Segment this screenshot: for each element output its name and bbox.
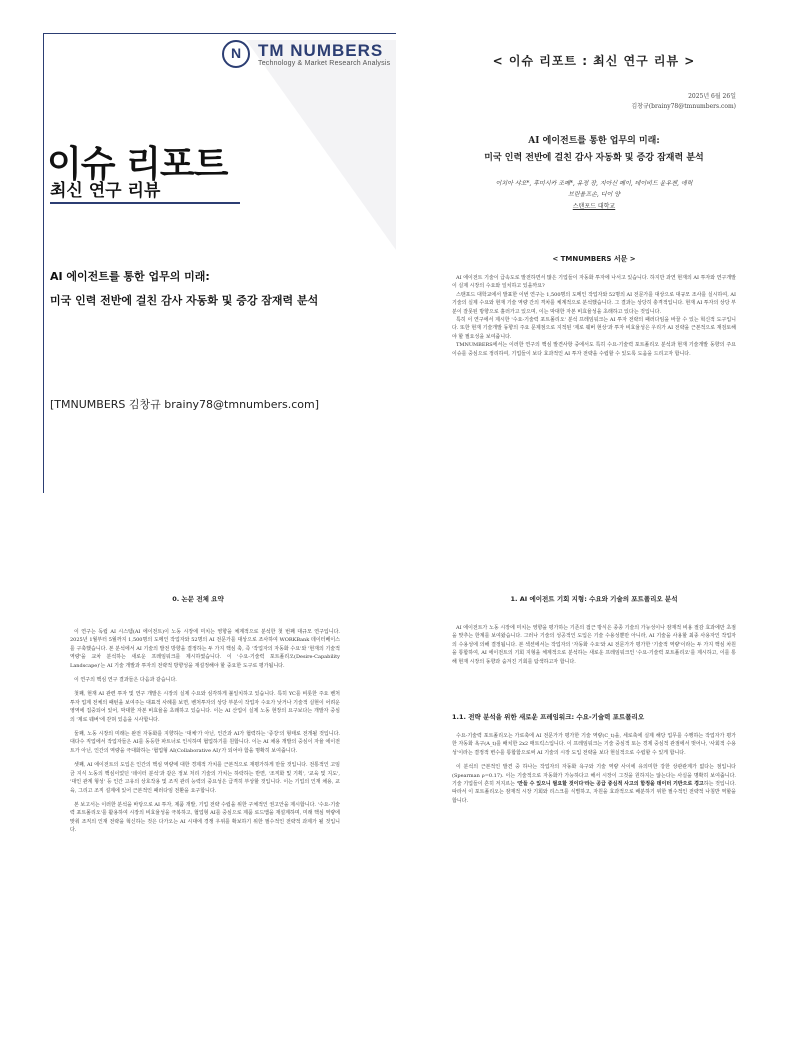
cover-page	[0, 0, 396, 532]
summary-page	[0, 532, 396, 1064]
summary-heading: 0. 논문 전체 요약	[172, 595, 224, 603]
cover-subtitle: 최신 연구 리뷰	[50, 181, 161, 201]
company-logo	[222, 40, 390, 68]
logo-tagline: Technology & Market Research Analysis	[258, 59, 391, 67]
intro-page	[396, 0, 792, 532]
paragraph: 둘째, 노동 시장의 미래는 완전 자동화를 지향하는 '대체'가 아닌, 인간과 AI가 협력하는 '증강'의 형태로 전개될 것입니다. 대다수 직업에서 작업자들은 AI를 동등한 파트너로 인식하며 협업하기를 원합니다. 이는 AI 채용 개발의 중심이 자율 에이전트가 아닌, 인간의 역량을 극대화하는 '협업형 AI(Collaborative AI)'가 되어야 함을 명확히 보여줍니다.	[70, 731, 340, 754]
report-contact: 김창규(brainy78@tmnumbers.com)	[631, 103, 736, 110]
paragraph: 이 연구는 독립 AI 시스템(AI 에이전트)이 노동 시장에 미치는 영향을 체계적으로 분석한 첫 번째 대규모 연구입니다. 2025년 1월부터 5월까지 1,500명의 도메인 작업자와 52명의 AI 전문가를 대상으로 조사하여 WORKBank 데이터베이스를 구축했습니다. 본 분석에서 AI 기술의 발전 방향을 결정하는 두 가지 핵심 축, 즉 '작업자의 자동화 수요'와 '현재의 기술적 역량'을 교차 분석하는 새로운 프레임워크를 제시하였습니다. 이 '수요-기술력 포트폴리오(Desire-Capability Landscape)'는 AI 기술 개발과 투자의 전략적 방향성을 재설정해야 할 중요한 도구로 평가됩니다.	[70, 629, 340, 669]
paragraph: 이 연구의 핵심 연구 결과들은 다음과 같습니다.	[74, 677, 177, 684]
section1-heading: 1. AI 에이전트 기회 지형: 수요와 기술의 포트폴리오 분석	[510, 595, 678, 603]
cover-frame-top	[43, 33, 396, 34]
paper-authors-line2: 브린욜프손, 디이 양	[567, 191, 621, 198]
cover-divider	[50, 202, 240, 204]
section1-intro	[452, 624, 736, 666]
paragraph: AI 에이전트가 노동 시장에 미치는 영향을 평가하는 기존의 접근 방식은 종종 기술의 가능성이나 잠재적 비용 절감 효과에만 초점을 맞추는 한계를 보여왔습니다. 그러나 기술의 성공적인 도입은 기술 수용성뿐만 아니라, AI 기술을 사용할 최종 사용자인 작업자의 수용성에 의해 결정됩니다. 본 섹션에서는 작업자의 '자동화 수요'와 AI 전문가가 평가한 '기술적 역량'이라는 두 가지 핵심 차원을 통합하여, AI 에이전트의 기회 지형을 체계적으로 분석하는 새로운 프레임워크인 '수요-기술력 포트폴리오'를 제시하고, 이를 통해 현재 시장의 동향과 숨겨진 기회를 탐색하고자 합니다.	[452, 625, 736, 665]
cover-topic-line2: 미국 인력 전반에 걸친 감사 자동화 및 증강 잠재력 분석	[50, 294, 319, 307]
paragraph: AI 에이전트 기술이 급속도로 발전하면서 많은 기업들이 자동화 투자에 나서고 있습니다. 하지만 과연 현재의 AI 투자와 연구개발이 실제 시장의 수요와 일치하고 있을까요?	[452, 275, 736, 290]
cover-topic-line1: AI 에이전트를 통한 업무의 미래:	[50, 270, 210, 283]
report-header: < 이슈 리포트 : 최신 연구 리뷰 >	[492, 54, 696, 68]
paragraph: 이 분석의 근본적인 발견 중 하나는 작업자의 자동화 욕구와 기술 역량 사이에 유의미한 강한 상관관계가 없다는 점입니다 (Spearman ρ=0.17). 이는 기술적으로 자동화가 가능하다고 해서 시장이 그것을 원하지는 않는다는 사실을 명확히 보여줍니다. 기술 기업들이 흔히 저지르는 '만들 수 있으니 필요할 것이다'라는 공급 중심적 사고의 함정을 데이터 기반으로 경고하는 것입니다. 따라서 이 포트폴리오는 잠재적 시장 기회와 리스크를 식별하고, 자원을 효과적으로 배분하기 위한 필수적인 전략적 나침반 역할을 합니다.	[452, 764, 736, 804]
emphasis-text: '만들 수 있으니 필요할 것이다'라는 공급 중심적 사고의 함정을 데이터 기반으로 경고	[516, 781, 704, 788]
paragraph: TMNUMBERS에서는 이러한 연구의 핵심 발견사항 중에서도 특히 수요-기술력 포트폴리오 분석과 현재 기술개발 동향의 주요 이슈를 중심으로 정리하여, 기업들이 보다 효과적인 AI 투자 전략을 수립할 수 있도록 도움을 드리고자 합니다.	[452, 342, 736, 357]
paper-title-line1: AI 에이전트를 통한 업무의 미래:	[528, 136, 660, 146]
paragraph: 수요-기술력 포트폴리오는 가로축에 AI 전문가가 평가한 기술 역량(C_t)을, 세로축에 실제 해당 업무를 수행하는 작업자가 평가한 자동화 욕구(A_t)를 배치한 2x2 매트릭스입니다. 이 프레임워크는 기술 중심적 또는 경제 중심적 관점에서 벗어나, '사회적 수용성'이라는 결정적 변수를 통합함으로써 AI 기술의 시장 도입 전략을 보다 현실적으로 수립할 수 있게 합니다.	[452, 733, 736, 756]
cover-decoration	[246, 40, 396, 250]
section1-1-heading: 1.1. 전략 분석을 위한 새로운 프레임워크: 수요-기술력 포트폴리오	[452, 713, 645, 721]
logo-name: TM NUMBERS	[258, 40, 384, 60]
paragraph: 특히 이 연구에서 제시한 '수요-기술력 포트폴리오' 분석 프레임워크는 AI 투자 전략의 패러다임을 바꿀 수 있는 혁신적 도구입니다. 또한 현재 기술개발 동향의 주요 문제점으로 지적된 '제로 웨버 현상'과 투자 비효율성은 우리가 AI 전략을 근본적으로 재검토해야 할 필요성을 보여줍니다.	[452, 317, 736, 340]
cover-title: 이슈 리포트	[47, 144, 228, 185]
paragraph: 본 보고서는 이러한 분석을 바탕으로 AI 투자, 제품 개발, 기업 전략 수립을 위한 구체적인 권고안을 제시합니다. '수요-기술력 포트폴리오'를 활용하여 시장의 비효율성을 극복하고, 협업형 AI를 중심으로 제품 로드맵을 재설계하며, 미래 핵심 역량에 맞춰 조직의 인재 전략을 혁신하는 것은 다가오는 AI 시대에 경쟁 우위를 확보하기 위한 필수적인 전략적 과제가 될 것입니다.	[70, 801, 340, 834]
paper-affiliation: 스탠포드 대학교	[572, 203, 616, 210]
preface-heading: < TMNUMBERS 서문 >	[552, 255, 636, 263]
paragraph: 스탠포드 대학교에서 발표한 이번 연구는 1,500명의 도메인 작업자와 52명의 AI 전문가를 대상으로 대규모 조사를 실시하여, AI 기술의 실제 수요와 현재 기술 역량 간의 격차를 체계적으로 분석했습니다. 그 결과는 상당히 충격적입니다. 현재 AI 투자의 상당 부분이 잘못된 방향으로 흘러가고 있으며, 이는 막대한 자본 비효율성을 초래하고 있다는 것입니다.	[452, 291, 736, 315]
paragraph: 셋째, AI 에이전트의 도입은 인간의 핵심 역량에 대한 경제적 가치를 근본적으로 재평가하게 만들 것입니다. 전통적인 고임금 지식 노동의 핵심이었던 '데이터 분석'과 같은 정보 처리 기술의 가치는 하락하는 반면, '조직화 및 기획', '교육 및 지도', '대인 관계 형성' 등 인간 고유의 상호작용 및 조직 관리 능력의 중요성은 급격히 부상할 것입니다. 이는 기업의 인재 채용, 교육, 그리고 조직 설계에 있어 근본적인 패러다임 전환을 요구합니다.	[70, 762, 340, 794]
summary-body	[70, 628, 340, 835]
paper-title-line2: 미국 인력 전반에 걸친 감사 자동화 및 증강 잠재력 분석	[484, 153, 704, 163]
preface-body	[452, 274, 736, 358]
paper-authors-line1: 이치아 샤오*, 후미시카 조페*, 유정 장, 지아신 페이, 데이비드 윤우젠, 에릭	[495, 180, 693, 187]
report-date: 2025년 6월 26일	[688, 93, 736, 100]
section1-1-body	[452, 732, 736, 805]
paragraph: 첫째, 현재 AI 관련 투자 및 연구 개발은 시장의 실제 수요와 심각하게 불일치하고 있습니다. 특히 YC를 비롯한 주요 벤처투자 업계 전체의 패턴을 보여주는 대표적 사례를 보면, 벤처투자의 상당 부분이 작업자 수요가 낮거나 기술적 실현이 어려운 영역에 집중되어 있어, 막대한 자본 비효율을 초래하고 있습니다. 이는 AI 산업이 실제 노동 현장의 요구보다는 개발자 중심의 '제로 웨버'에 갇혀 있음을 시사합니다.	[70, 691, 340, 723]
cover-frame-left	[43, 33, 44, 493]
logo-icon: N	[222, 40, 250, 68]
cover-author: [TMNUMBERS 김창규 brainy78@tmnumbers.com]	[50, 398, 320, 411]
section1-page	[396, 532, 792, 1064]
